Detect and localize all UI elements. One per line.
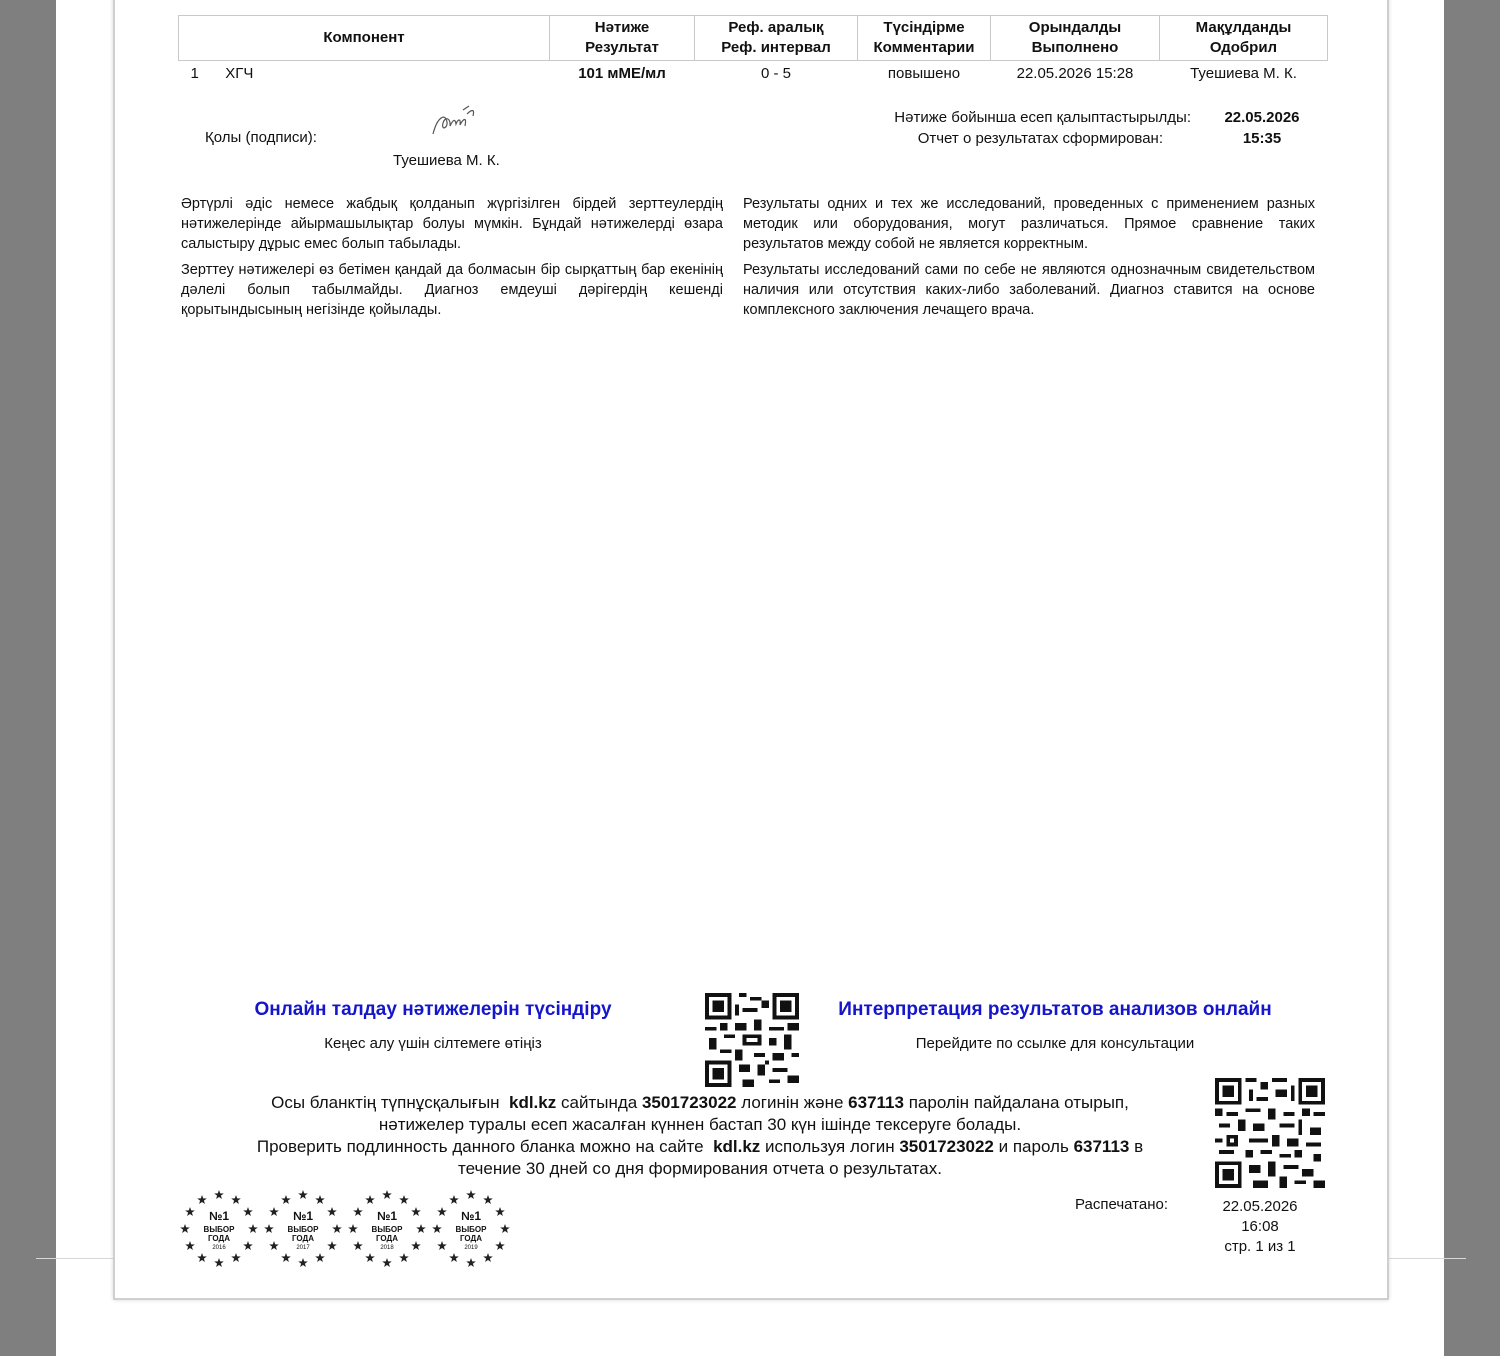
- svg-text:ВЫБОР: ВЫБОР: [371, 1225, 403, 1234]
- award-badge-2019: [432, 1190, 510, 1267]
- printed-date: 22.05.2026: [1222, 1198, 1298, 1215]
- svg-text:№1: №1: [376, 1209, 398, 1223]
- svg-text:ГОДА: ГОДА: [207, 1234, 231, 1243]
- cell-performed: 22.05.2026 15:28: [1016, 65, 1134, 82]
- consultation-text-kz: Кеңес алу үшін сілтемеге өтіңіз: [324, 1035, 542, 1052]
- row-number: 1: [190, 65, 199, 82]
- svg-text:ВЫБОР: ВЫБОР: [455, 1225, 487, 1234]
- award-badge-2016: [180, 1190, 258, 1267]
- svg-text:ГОДА: ГОДА: [459, 1234, 483, 1243]
- award-badges: [179, 1187, 519, 1271]
- verify-text-ru-line2: течение 30 дней со дня формирования отчета о результатах.: [458, 1159, 942, 1178]
- svg-text:2016: 2016: [212, 1245, 226, 1251]
- report-formed-label-kz: Нәтиже бойынша есеп қалыптастырылды:: [894, 109, 1191, 126]
- verify-text-ru-line1: Проверить подлинность данного бланка можно на сайте kdl.kz используя логин 3501723022 и пароль 637113 в: [256, 1137, 1144, 1156]
- page-number: стр. 1 из 1: [1224, 1238, 1296, 1255]
- header-performed: Орындалды Выполнено: [991, 16, 1160, 61]
- consultation-qr-code-icon[interactable]: [705, 993, 799, 1087]
- disclaimer-kz-paragraph: Әртүрлі әдіс немесе жабдық қолданып жүргізілген бірдей зерттеулердің нәтижелерінде айырмашылықтар болуы мүмкін. Бұндай нәтижелерді өзара салыстыру дұрыс емес болып табылады.: [181, 196, 723, 252]
- consultation-text-ru: Перейдите по ссылке для консультации: [915, 1035, 1195, 1052]
- svg-text:2019: 2019: [464, 1245, 478, 1251]
- verify-login: 3501723022: [899, 1137, 994, 1156]
- svg-text:2017: 2017: [296, 1245, 310, 1251]
- disclaimer-kz: [181, 194, 723, 326]
- cell-component: [179, 61, 550, 88]
- svg-text:№1: №1: [292, 1209, 314, 1223]
- online-interpretation-title-kz: Онлайн талдау нәтижелерін түсіндіру: [254, 999, 612, 1020]
- verify-text-kz-line1: Осы бланктің түпнұсқалығын kdl.kz сайтында 3501723022 логинін және 637113 паролін пайдалана отырып,: [271, 1093, 1129, 1112]
- svg-text:ГОДА: ГОДА: [375, 1234, 399, 1243]
- online-interpretation-title-ru: Интерпретация результатов анализов онлайн: [838, 999, 1272, 1020]
- report-formed-label-ru: Отчет о результатах сформирован:: [917, 130, 1163, 147]
- signature-label: Қолы (подписи):: [205, 129, 317, 146]
- handwritten-signature: [427, 104, 481, 142]
- printed-time: 16:08: [1241, 1218, 1279, 1235]
- cell-reference: 0 - 5: [760, 65, 791, 82]
- header-comment: Түсіндірме Комментарии: [858, 16, 991, 61]
- table-row: [179, 61, 1328, 88]
- svg-text:№1: №1: [460, 1209, 482, 1223]
- table-header-row: [179, 16, 1328, 61]
- disclaimer-ru: [743, 194, 1315, 326]
- verification-qr-code-icon[interactable]: [1215, 1078, 1325, 1188]
- verify-site: kdl.kz: [509, 1093, 557, 1112]
- svg-text:2018: 2018: [380, 1245, 394, 1251]
- svg-text:№1: №1: [208, 1209, 230, 1223]
- verify-text-kz-line2: нәтижелер туралы есеп жасалған күннен бастап 30 күн ішінде тексеруге болады.: [378, 1115, 1022, 1134]
- cell-comment: повышено: [887, 65, 961, 82]
- disclaimer-kz-paragraph: Зерттеу нәтижелері өз бетімен қандай да болмасын бір сырқаттың бар екенінің дәлелі болып табылмайды. Диагноз емдеуші дәрігердің кешенді қорытындысының негізінде қойылады.: [181, 262, 723, 318]
- report-formed-date: 22.05.2026: [1224, 109, 1300, 126]
- svg-text:ВЫБОР: ВЫБОР: [287, 1225, 319, 1234]
- component-name: ХГЧ: [225, 65, 254, 82]
- header-approved: Мақұлданды Одобрил: [1160, 16, 1328, 61]
- results-table: [178, 15, 1328, 87]
- svg-text:ВЫБОР: ВЫБОР: [203, 1225, 235, 1234]
- cell-approved: Туешиева М. К.: [1190, 65, 1297, 82]
- cell-result: 101 мМЕ/мл: [578, 65, 666, 82]
- document-page: [113, 0, 1389, 1300]
- award-badge-2017: [264, 1190, 342, 1267]
- header-result: Нәтиже Результат: [550, 16, 695, 61]
- disclaimer-ru-paragraph: Результаты одних и тех же исследований, проведенных с применением разных методик или оборудования, могут различаться. Прямое сравнение таких результатов между собой не является корректным.: [743, 196, 1315, 252]
- svg-text:ГОДА: ГОДА: [291, 1234, 315, 1243]
- disclaimer-ru-paragraph: Результаты исследований сами по себе не являются однозначным свидетельством наличия или отсутствия каких-либо заболеваний. Диагноз ставится на основе комплексного заключения лечащего врача.: [743, 262, 1315, 318]
- header-component: Компонент: [179, 16, 550, 61]
- award-badge-2018: [348, 1190, 426, 1267]
- verify-password: 637113: [848, 1093, 904, 1112]
- verify-site: kdl.kz: [713, 1137, 761, 1156]
- printed-info: [1205, 1197, 1315, 1257]
- verify-login: 3501723022: [641, 1093, 737, 1112]
- verify-password: 637113: [1073, 1137, 1130, 1156]
- printed-label: Распечатано:: [1075, 1196, 1168, 1213]
- header-reference: Реф. аралық Реф. интервал: [695, 16, 858, 61]
- signature-name: Туешиева М. К.: [393, 152, 500, 169]
- report-formed-time: 15:35: [1242, 130, 1282, 147]
